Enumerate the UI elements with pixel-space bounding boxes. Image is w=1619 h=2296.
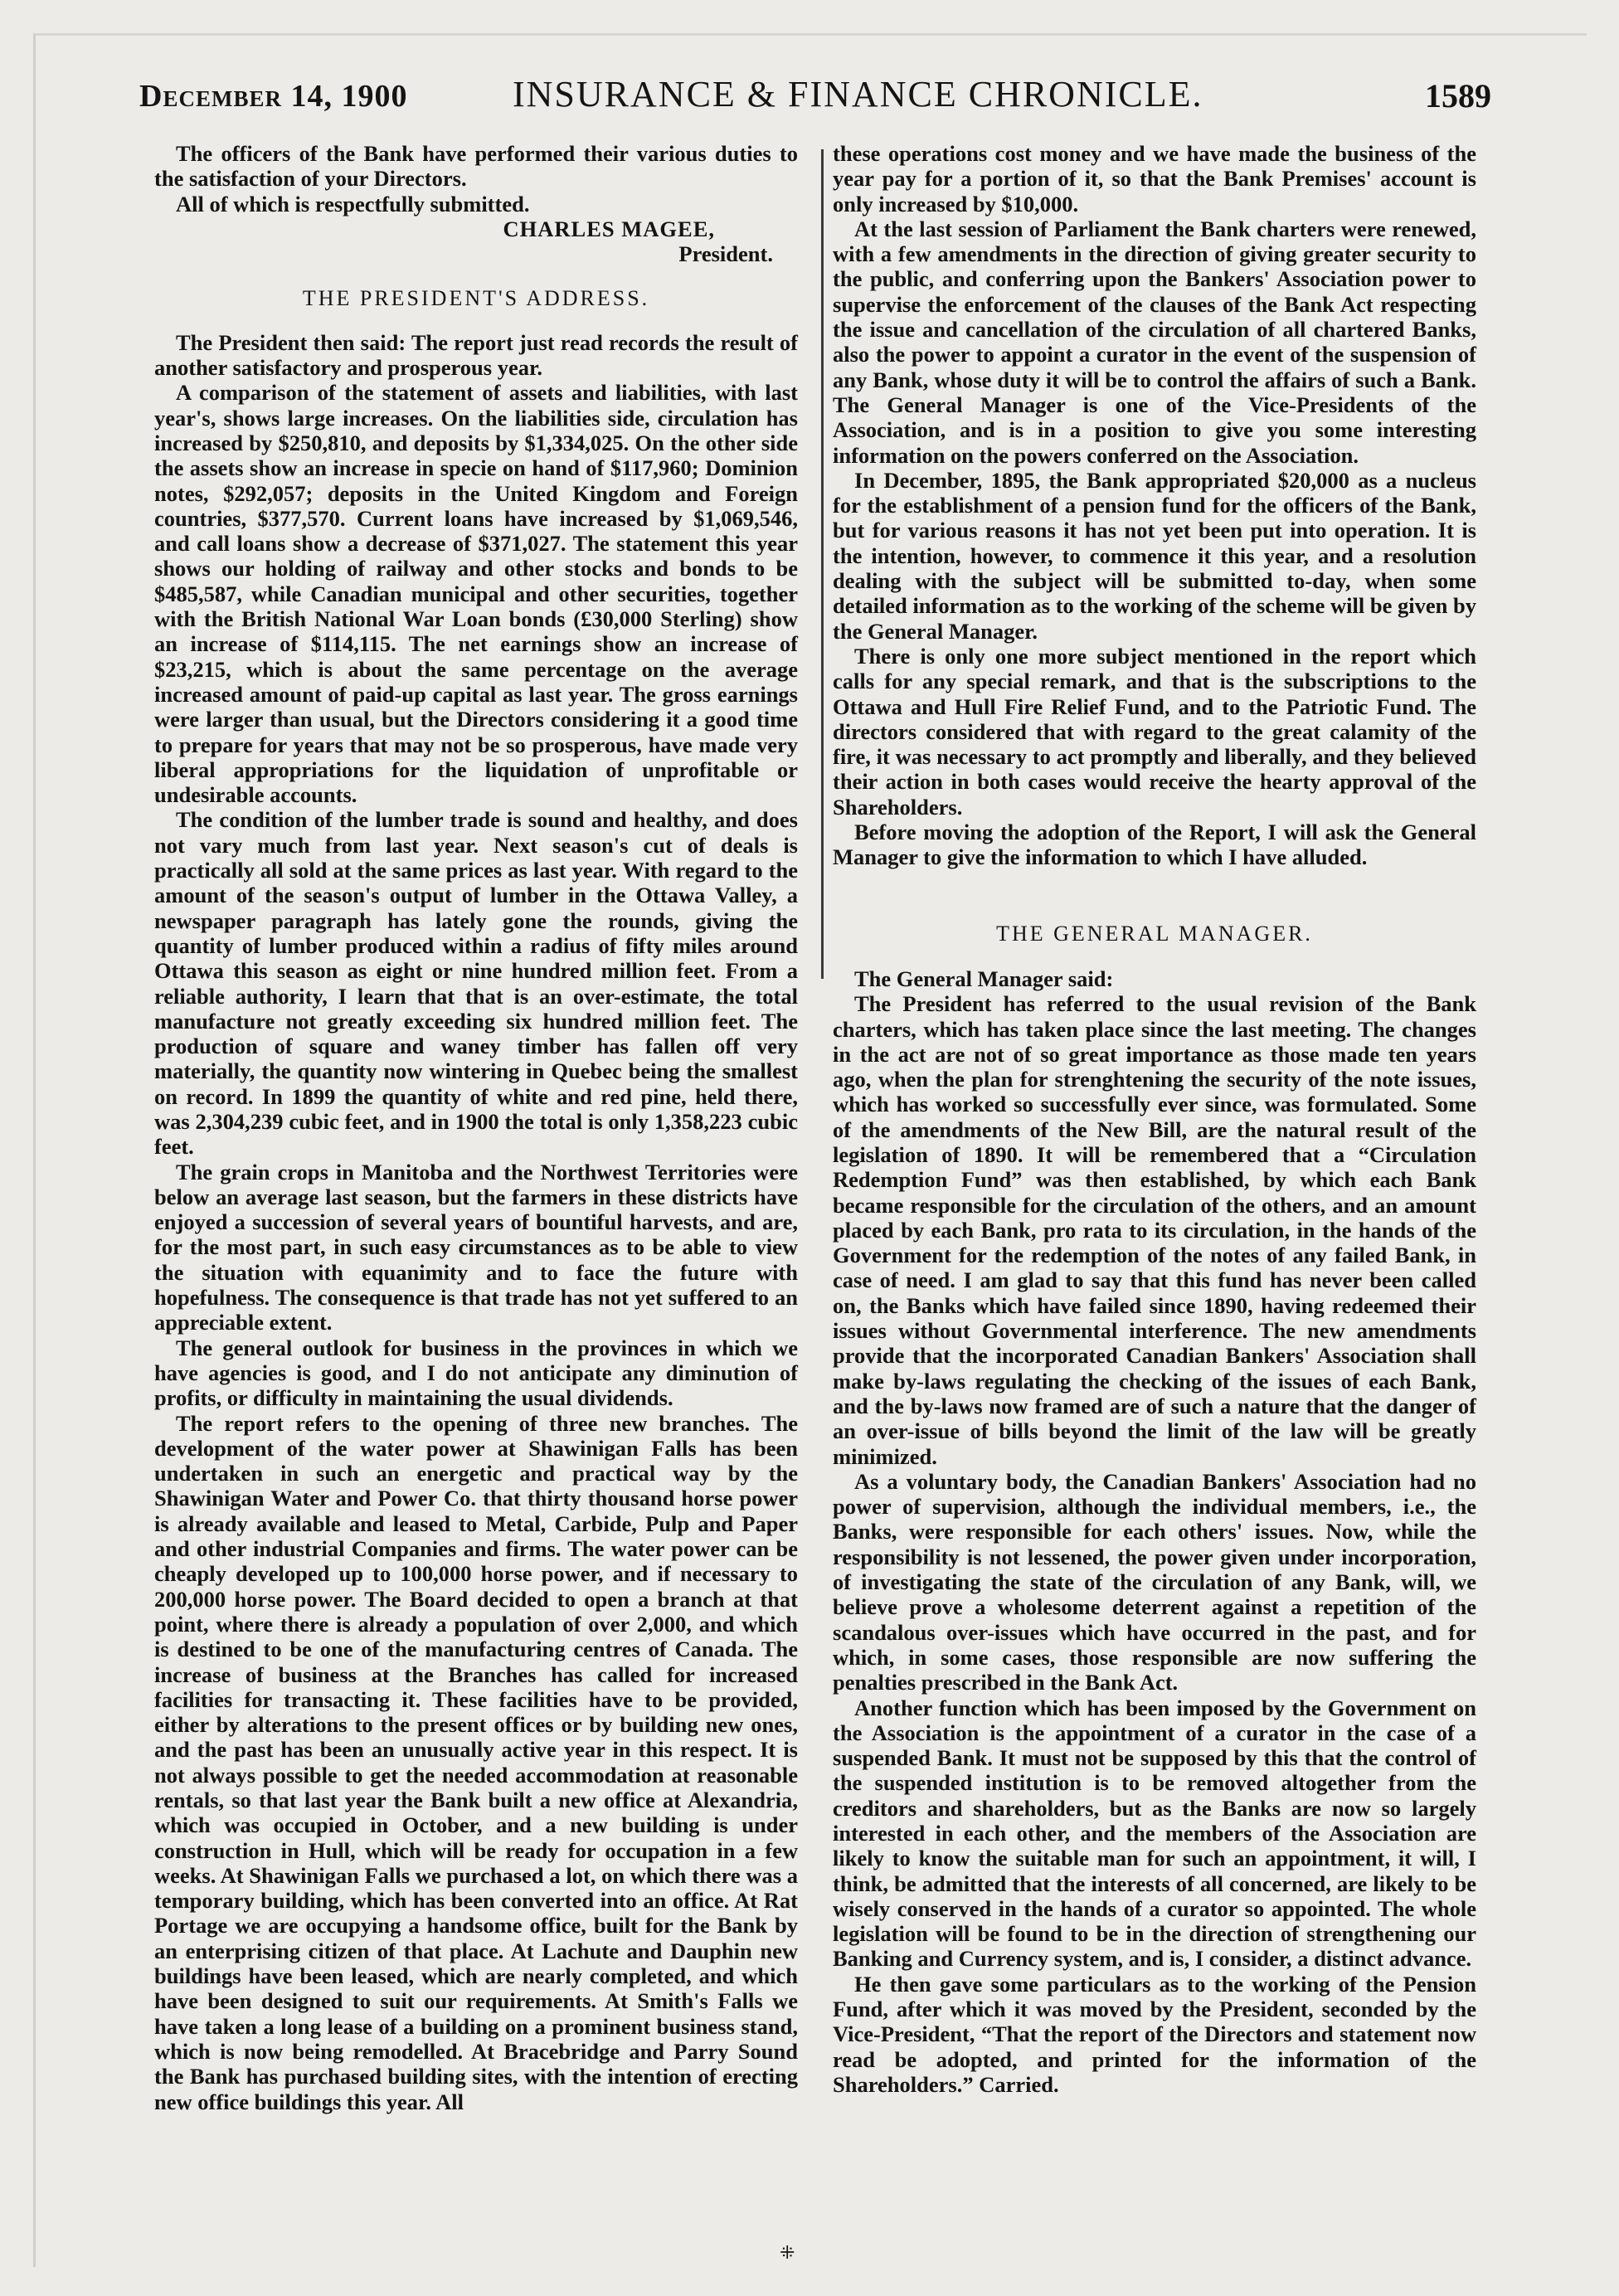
right-column: [833, 141, 1476, 2097]
paragraph: Before moving the adoption of the Report, I will ask the General Manager to give the information to which I have alluded.: [833, 820, 1476, 870]
header-page-number: 1589: [1425, 77, 1491, 114]
paragraph: At the last session of Parliament the Bank charters were renewed, with a few amendments in the direction of giving greater security to the public, and conferring upon the Bankers' Association power to supervise the enforcement of the clauses of the Bank Act respecting the issue and cancellation of the circulation of all chartered Banks, also the power to appoint a curator in the event of the suspension of any Bank, whose duty it will be to control the affairs of such a Bank. The General Manager is one of the Vice-Presidents of the Association, and is in a position to give you some interesting information on the powers conferred on the Association.: [833, 216, 1476, 468]
header-title: INSURANCE & FINANCE CHRONICLE.: [513, 74, 1203, 114]
paragraph: The President then said: The report just read records the result of another satisfactory and prosperous year.: [154, 329, 798, 381]
paragraph: The grain crops in Manitoba and the Northwest Territories were below an average last season, but the farmers in these districts have enjoyed a succession of several years of bountiful harvests, and are, for the most part, in such easy circumstances as to be able to view the situation with equanimity and to face the future with hopefulness. The consequence is that trade has not yet suffered to an appreciable extent.: [154, 1159, 798, 1335]
paragraph: The condition of the lumber trade is sound and healthy, and does not vary much from last year. Next season's cut of deals is practically all sold at the same prices as last year. With regard to the amount of the season's output of lumber in the Ottawa Valley, a newspaper paragraph has lately gone the rounds, giving the quantity of lumber produced within a radius of fifty miles around Ottawa this season as eight or nine hundred million feet. From a reliable authority, I learn that that is an over-estimate, the total manufacture not greatly exceeding six hundred million feet. The production of square and waney timber has fallen off very materially, the quantity now wintering in Quebec being the smallest on record. In 1899 the quantity of white and red pine, held there, was 2,304,239 cubic feet, and in 1900 the total is only 1,358,223 cubic feet.: [154, 807, 798, 1160]
paragraph: All of which is respectfully submitted.: [176, 191, 530, 216]
paragraph: these operations cost money and we have made the business of the year pay for a portion of it, so that the Bank Premises' account is only increased by $10,000.: [833, 141, 1476, 216]
signature-title: President.: [678, 241, 773, 267]
paragraph: The General Manager said:: [854, 966, 1114, 991]
signature-name: CHARLES MAGEE,: [503, 216, 715, 241]
header-date: December 14, 1900: [139, 79, 408, 114]
paragraph: The officers of the Bank have performed their various duties to the satisfaction of your Directors.: [154, 141, 798, 192]
section-heading: THE PRESIDENT'S ADDRESS.: [302, 286, 650, 311]
paragraph: A comparison of the statement of assets and liabilities, with last year's, shows large increases. On the liabilities side, circulation has increased by $250,810, and deposits by $1,334,025. On the other side the assets show an increase in specie on hand of $117,960; Dominion notes, $292,057; deposits in the United Kingdom and Foreign countries, $377,570. Current loans have increased by $1,069,546, and call loans show a decrease of $371,027. The statement this year shows our holding of railway and other stocks and bonds to be $485,587, while Canadian municipal and other securities, together with the British National War Loan bonds (£30,000 Sterling) show an increase of $114,115. The net earnings show an increase of $23,215, which is about the same percentage on the average increased amount of paid-up capital as last year. The gross earnings were larger than usual, but the Directors considering it a good time to prepare for years that may not be so prosperous, have made very liberal appropriations for the liquidation of unprofitable or undesirable accounts.: [154, 380, 798, 808]
section-heading: THE GENERAL MANAGER.: [996, 921, 1313, 946]
column-rule: [821, 149, 824, 979]
paragraph: As a voluntary body, the Canadian Bankers' Association had no power of supervision, although the individual members, i.e., the Banks, were responsible for each others' issues. Now, while the responsibility is not lessened, the power given under incorporation, of investigating the state of the circulation of any Bank, will, we believe prove a wholesome deterrent against a repetition of the scandalous over-issues which have occurred in the past, and for which, in some cases, those responsible are now suffering the penalties prescribed in the Bank Act.: [833, 1468, 1476, 1695]
paragraph: The report refers to the opening of three new branches. The development of the water power at Shawinigan Falls has been undertaken in such an energetic and practical way by the Shawinigan Water and Power Co. that thirty thousand horse power is already available and leased to Metal, Carbide, Pulp and Paper and other industrial Companies and firms. The water power can be cheaply developed up to 100,000 horse power, and if necessary to 200,000 horse power. The Board decided to open a branch at that point, where there is already a population of over 2,000, and which is destined to be one of the manufacturing centres of Canada. The increase of business at the Branches has called for increased facilities for transacting it. These facilities have to be provided, either by alterations to the present offices or by building new ones, and the past has been an unusually active year in this respect. It is not always possible to get the needed accommodation at reasonable rentals, so that last year the Bank built a new office at Alexandria, which was occupied in October, and a new building is under construction in Hull, which will be ready for occupation in a few weeks. At Shawinigan Falls we purchased a lot, on which there was a temporary building, which has been converted into an office. At Rat Portage we are occupying a handsome office, built for the Bank by an enterprising citizen of that place. At Lachute and Dauphin new buildings have been leased, which are nearly completed, and which have been designed to suit our requirements. At Smith's Falls we have taken a long lease of a building on a prominent business stand, which is now being remodelled. At Bracebridge and Parry Sound the Bank has purchased building sites, with the intention of erecting new office buildings this year. All: [154, 1410, 798, 2114]
paragraph: The general outlook for business in the provinces in which we have agencies is good, and I do not anticipate any diminution of profits, or difficulty in maintaining the usual dividends.: [154, 1335, 798, 1411]
paragraph: There is only one more subject mentioned in the report which calls for any special remark, and that is the subscriptions to the Ottawa and Hull Fire Relief Fund, and to the Patriotic Fund. The directors considered that with regard to the great calamity of the fire, it was necessary to act promptly and liberally, and they believed their action in both cases would receive the hearty approval of the Shareholders.: [833, 643, 1476, 820]
paragraph: In December, 1895, the Bank appropriated $20,000 as a nucleus for the establishment of a pension fund for the officers of the Bank, but for various reasons it has not yet been put into operation. It is the intention, however, to commence it this year, and a resolution dealing with the subject will be submitted to-day, when some detailed information as to the working of the scheme will be given by the General Manager.: [833, 467, 1476, 644]
left-column: [154, 141, 798, 2114]
ink-smudge-icon: ⁜: [780, 2243, 795, 2264]
page-header: [139, 71, 1491, 121]
paragraph: Another function which has been imposed by the Government on the Association is the appointment of a curator in the case of a suspended Bank. It must not be supposed by this that the control of the suspended institution is to be removed altogether from the creditors and shareholders, but as the Banks are now so largely interested in each other, and the members of the Association are likely to know the suitable man for such an appointment, it will, I think, be admitted that the interests of all concerned, are likely to be wisely conserved in the hands of a curator so appointed. The whole legislation will be found to be in the direction of strengthening our Banking and Currency system, and is, I consider, a distinct advance.: [833, 1695, 1476, 1972]
paragraph: The President has referred to the usual revision of the Bank charters, which has taken place since the last meeting. The changes in the act are not of so great importance as those made ten years ago, when the plan for strenghtening the security of the note issues, which has worked so successfully ever since, was formulated. Some of the amendments of the New Bill, are the natural result of the legislation of 1890. It will be remembered that a “Circulation Redemption Fund” was then established, by which each Bank became responsible for the circulation of the others, and an amount placed by each Bank, pro rata to its circulation, in the hands of the Government for the redemption of the notes of any failed Bank, in case of need. I am glad to say that this fund has never been called on, the Banks which have failed since 1890, having redeemed their issues without Governmental interference. The new amendments provide that the incorporated Canadian Bankers' Association shall make by-laws regulating the checking of the issues of each Bank, and the by-laws now framed are of such a nature that the danger of an over-issue of bills beyond the limit of the law will be greatly minimized.: [833, 991, 1476, 1469]
paragraph: He then gave some particulars as to the working of the Pension Fund, after which it was moved by the President, seconded by the Vice-President, “That the report of the Directors and statement now read be adopted, and printed for the information of the Shareholders.” Carried.: [833, 1971, 1476, 2097]
